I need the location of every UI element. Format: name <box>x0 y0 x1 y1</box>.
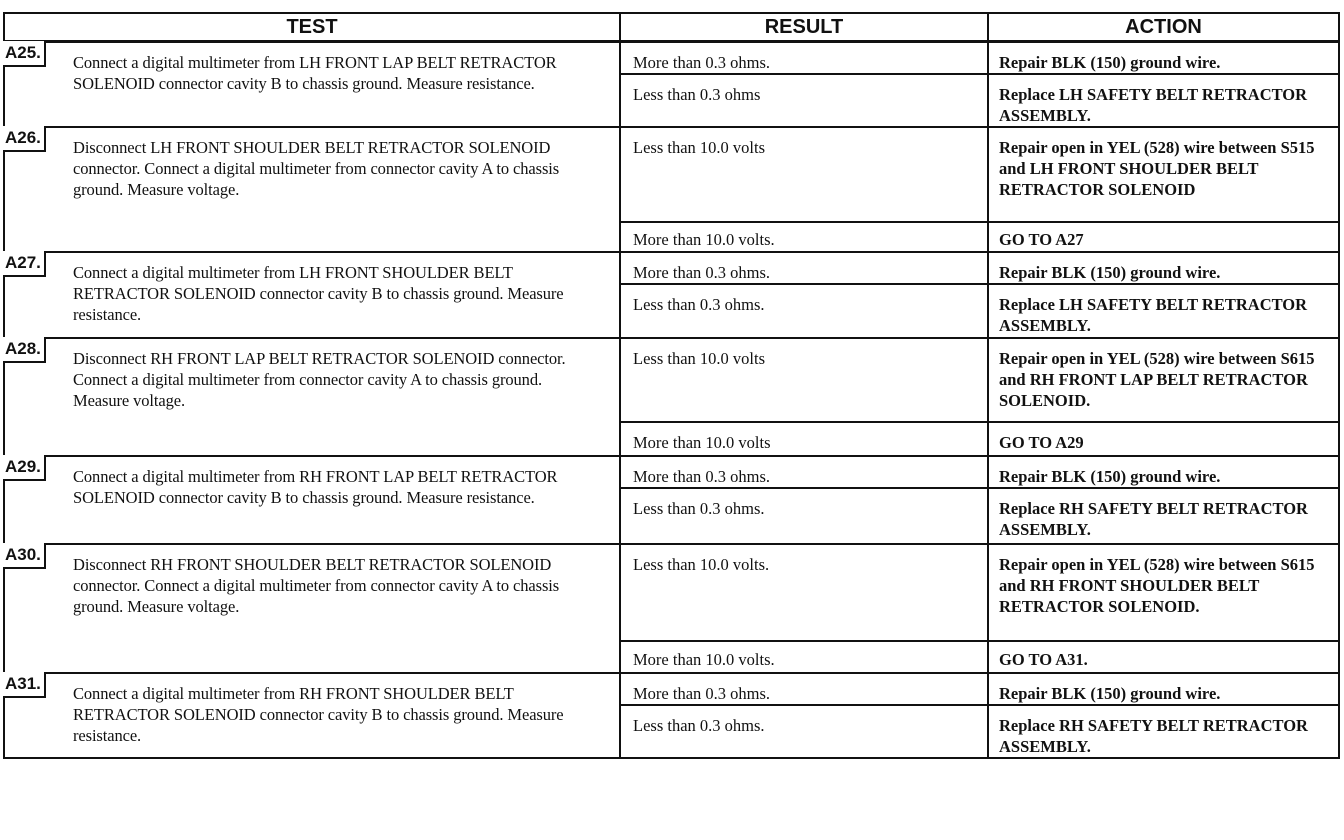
result-cell <box>620 222 988 252</box>
action-cell <box>988 641 1339 673</box>
test-cell <box>4 42 620 128</box>
test-cell <box>4 127 620 252</box>
test-cell <box>4 544 620 673</box>
result-text: More than 0.3 ohms. <box>633 53 771 72</box>
action-cell <box>988 673 1339 705</box>
action-cell <box>988 127 1339 222</box>
step-id: A26. <box>3 126 46 152</box>
test-text: Disconnect RH FRONT SHOULDER BELT RETRACTOR SOLENOID connector. Connect a digital multimeter from connector cavity A to chassis ground. Measure voltage. <box>73 555 560 616</box>
action-cell <box>988 338 1339 422</box>
action-text: GO TO A27 <box>999 230 1084 249</box>
test-cell <box>4 252 620 338</box>
action-text: Repair BLK (150) ground wire. <box>999 467 1221 486</box>
result-cell <box>620 673 988 705</box>
result-cell <box>620 127 988 222</box>
action-text: GO TO A31. <box>999 650 1088 669</box>
result-cell <box>620 488 988 544</box>
table-row <box>4 544 1339 641</box>
result-text: Less than 0.3 ohms <box>633 85 761 104</box>
header-result: RESULT <box>620 13 988 42</box>
header-row <box>4 13 1339 42</box>
step-id: A30. <box>3 543 46 569</box>
result-text: More than 0.3 ohms. <box>633 467 771 486</box>
result-cell <box>620 338 988 422</box>
test-cell <box>4 673 620 758</box>
result-text: Less than 10.0 volts. <box>633 555 770 574</box>
result-cell <box>620 74 988 127</box>
step-id: A31. <box>3 672 46 698</box>
action-text: Replace RH SAFETY BELT RETRACTOR ASSEMBLY. <box>999 499 1308 539</box>
action-cell <box>988 222 1339 252</box>
result-cell <box>620 544 988 641</box>
result-cell <box>620 284 988 338</box>
test-cell <box>4 456 620 544</box>
action-text: GO TO A29 <box>999 433 1084 452</box>
result-cell <box>620 456 988 488</box>
action-text: Replace LH SAFETY BELT RETRACTOR ASSEMBLY. <box>999 85 1308 125</box>
action-cell <box>988 456 1339 488</box>
table-row <box>4 252 1339 284</box>
action-text: Replace RH SAFETY BELT RETRACTOR ASSEMBLY. <box>999 716 1308 756</box>
result-text: Less than 0.3 ohms. <box>633 716 765 735</box>
result-text: More than 0.3 ohms. <box>633 263 771 282</box>
header-test: TEST <box>4 13 620 42</box>
action-cell <box>988 705 1339 758</box>
table-row <box>4 673 1339 705</box>
action-text: Repair BLK (150) ground wire. <box>999 684 1221 703</box>
table-row <box>4 338 1339 422</box>
action-text: Repair BLK (150) ground wire. <box>999 53 1221 72</box>
result-text: More than 10.0 volts. <box>633 650 775 669</box>
action-cell <box>988 252 1339 284</box>
action-text: Repair BLK (150) ground wire. <box>999 263 1221 282</box>
action-text: Repair open in YEL (528) wire between S515 and LH FRONT SHOULDER BELT RETRACTOR SOLENOID <box>999 138 1315 199</box>
action-cell <box>988 74 1339 127</box>
result-text: More than 0.3 ohms. <box>633 684 771 703</box>
action-text: Repair open in YEL (528) wire between S615 and RH FRONT SHOULDER BELT RETRACTOR SOLENOID. <box>999 555 1315 616</box>
action-text: Replace LH SAFETY BELT RETRACTOR ASSEMBLY. <box>999 295 1308 335</box>
pinpoint-test-table <box>3 12 1340 759</box>
test-text: Disconnect RH FRONT LAP BELT RETRACTOR SOLENOID connector. Connect a digital multimeter from connector cavity A to chassis ground. Measure voltage. <box>73 349 566 410</box>
test-text: Connect a digital multimeter from RH FRONT SHOULDER BELT RETRACTOR SOLENOID connector cavity B to chassis ground. Measure resistance. <box>73 684 564 745</box>
test-text: Connect a digital multimeter from RH FRONT LAP BELT RETRACTOR SOLENOID connector cavity B to chassis ground. Measure resistance. <box>73 467 558 507</box>
action-cell <box>988 544 1339 641</box>
table-row <box>4 42 1339 75</box>
test-text: Connect a digital multimeter from LH FRONT LAP BELT RETRACTOR SOLENOID connector cavity B to chassis ground. Measure resistance. <box>73 53 557 93</box>
step-id: A29. <box>3 455 46 481</box>
result-cell <box>620 641 988 673</box>
result-text: More than 10.0 volts. <box>633 230 775 249</box>
step-id: A27. <box>3 251 46 277</box>
result-text: Less than 0.3 ohms. <box>633 499 765 518</box>
result-cell <box>620 42 988 75</box>
action-cell <box>988 422 1339 456</box>
test-cell <box>4 338 620 456</box>
action-text: Repair open in YEL (528) wire between S615 and RH FRONT LAP BELT RETRACTOR SOLENOID. <box>999 349 1315 410</box>
header-action: ACTION <box>988 13 1339 42</box>
table-row <box>4 456 1339 488</box>
result-text: More than 10.0 volts <box>633 433 771 452</box>
result-text: Less than 10.0 volts <box>633 349 765 368</box>
table-row <box>4 127 1339 222</box>
action-cell <box>988 284 1339 338</box>
action-cell <box>988 42 1339 75</box>
step-id: A28. <box>3 337 46 363</box>
result-cell <box>620 422 988 456</box>
test-text: Connect a digital multimeter from LH FRONT SHOULDER BELT RETRACTOR SOLENOID connector cavity B to chassis ground. Measure resistance. <box>73 263 564 324</box>
action-cell <box>988 488 1339 544</box>
result-text: Less than 10.0 volts <box>633 138 765 157</box>
step-id: A25. <box>3 41 46 67</box>
result-cell <box>620 705 988 758</box>
diagnostic-sheet <box>3 12 1338 759</box>
test-text: Disconnect LH FRONT SHOULDER BELT RETRACTOR SOLENOID connector. Connect a digital multimeter from connector cavity A to chassis ground. Measure voltage. <box>73 138 560 199</box>
result-text: Less than 0.3 ohms. <box>633 295 765 314</box>
result-cell <box>620 252 988 284</box>
